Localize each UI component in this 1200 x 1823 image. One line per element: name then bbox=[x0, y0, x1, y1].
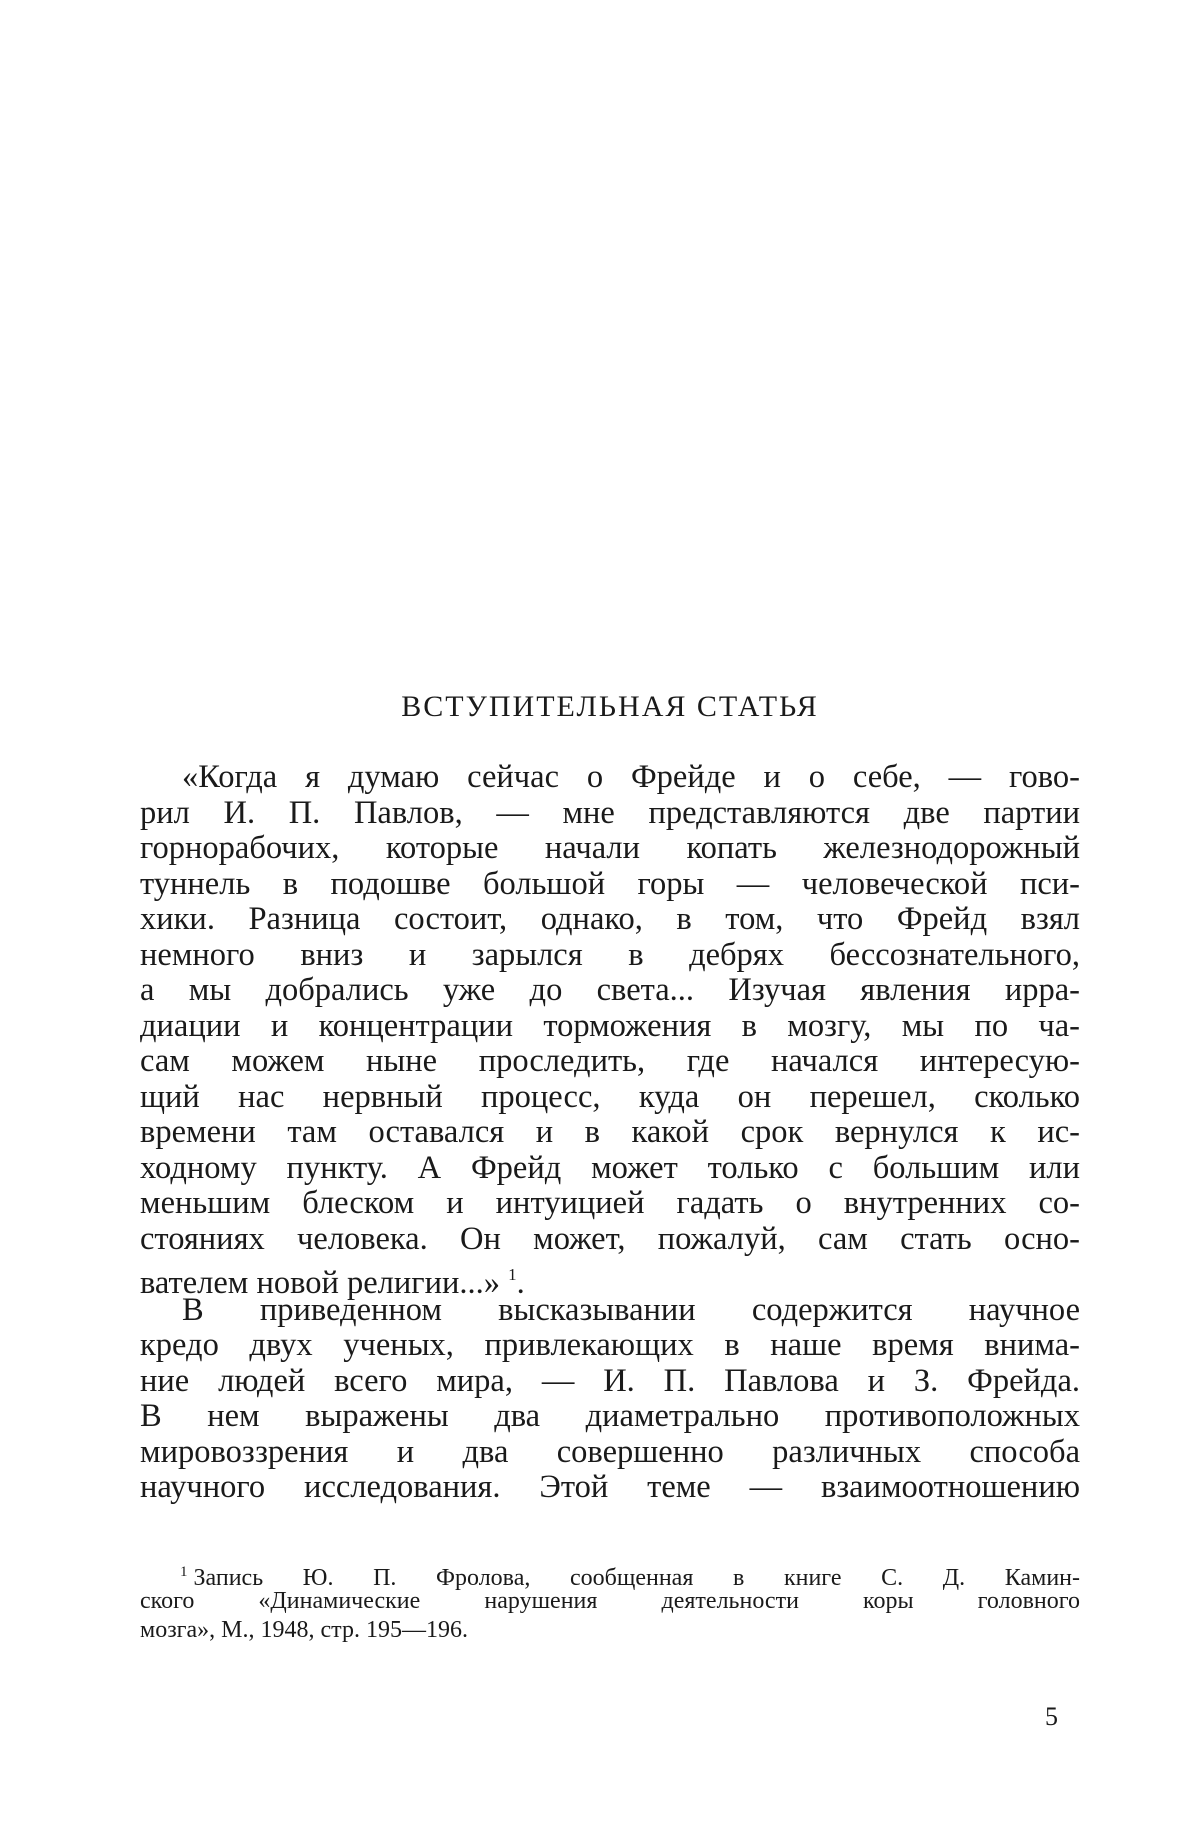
footnote-line: ского «Динамические нарушения деятельности коры головного bbox=[140, 1588, 1080, 1614]
text-line: В нем выражены два диаметрально противоположных bbox=[140, 1398, 1080, 1434]
chapter-heading: ВСТУПИТЕЛЬНАЯ СТАТЬЯ bbox=[401, 690, 819, 723]
text-line: диации и концентрации торможения в мозгу, мы по ча- bbox=[140, 1007, 1080, 1044]
text-line: мировоззрения и два совершенно различных способа bbox=[140, 1433, 1080, 1470]
text-line-with-footnote-ref bbox=[140, 1257, 1080, 1301]
text-line: горнорабочих, которые начали копать железнодорожный bbox=[140, 830, 1080, 866]
footnote-reference-tail: . bbox=[516, 1265, 525, 1301]
text-line: научного исследования. Этой теме — взаимоотношению bbox=[140, 1469, 1080, 1505]
footnote-reference[interactable]: 1 bbox=[508, 1265, 517, 1284]
text-line: щий нас нервный процесс, куда он перешел, сколько bbox=[140, 1078, 1080, 1115]
text-line: В приведенном высказывании содержится научное bbox=[182, 1291, 1080, 1328]
text-line: ходному пункту. А Фрейд может только с большим или bbox=[140, 1149, 1080, 1186]
footnote-line: мозга», М., 1948, стр. 195—196. bbox=[140, 1617, 468, 1643]
text-line: хики. Разница состоит, однако, в том, что Фрейд взял bbox=[140, 901, 1080, 937]
text-line-content: вателем новой религии...» bbox=[140, 1265, 501, 1301]
footnote-line-content: Запись Ю. П. Фролова, сообщенная в книге С. Д. Камин- bbox=[193, 1565, 1080, 1591]
text-line: а мы добрались уже до света... Изучая явления ирра- bbox=[140, 972, 1080, 1008]
body-text bbox=[140, 760, 1080, 1506]
text-line: «Когда я думаю сейчас о Фрейде и о себе, — гово- bbox=[182, 759, 1080, 795]
text-line: туннель в подошве большой горы — человеческой пси- bbox=[140, 865, 1080, 902]
footnote-marker: 1 bbox=[180, 1564, 188, 1580]
page-number: 5 bbox=[1045, 1702, 1058, 1731]
text-line: времени там оставался и в какой срок вернулся к ис- bbox=[140, 1114, 1080, 1150]
footnote bbox=[140, 1558, 1080, 1645]
text-line: ние людей всего мира, — И. П. Павлова и З. Фрейда. bbox=[140, 1362, 1080, 1399]
text-line: сам можем ныне проследить, где начался интересую- bbox=[140, 1043, 1080, 1079]
text-line: меньшим блеском и интуицией гадать о внутренних со- bbox=[140, 1185, 1080, 1221]
text-line: кредо двух ученых, привлекающих в наше время внима- bbox=[140, 1327, 1080, 1363]
text-line: рил И. П. Павлов, — мне представляются две партии bbox=[140, 794, 1080, 831]
footnote-line bbox=[140, 1558, 1080, 1591]
text-line: стояниях человека. Он может, пожалуй, сам стать осно- bbox=[140, 1220, 1080, 1257]
text-line: немного вниз и зарылся в дебрях бессознательного, bbox=[140, 936, 1080, 973]
